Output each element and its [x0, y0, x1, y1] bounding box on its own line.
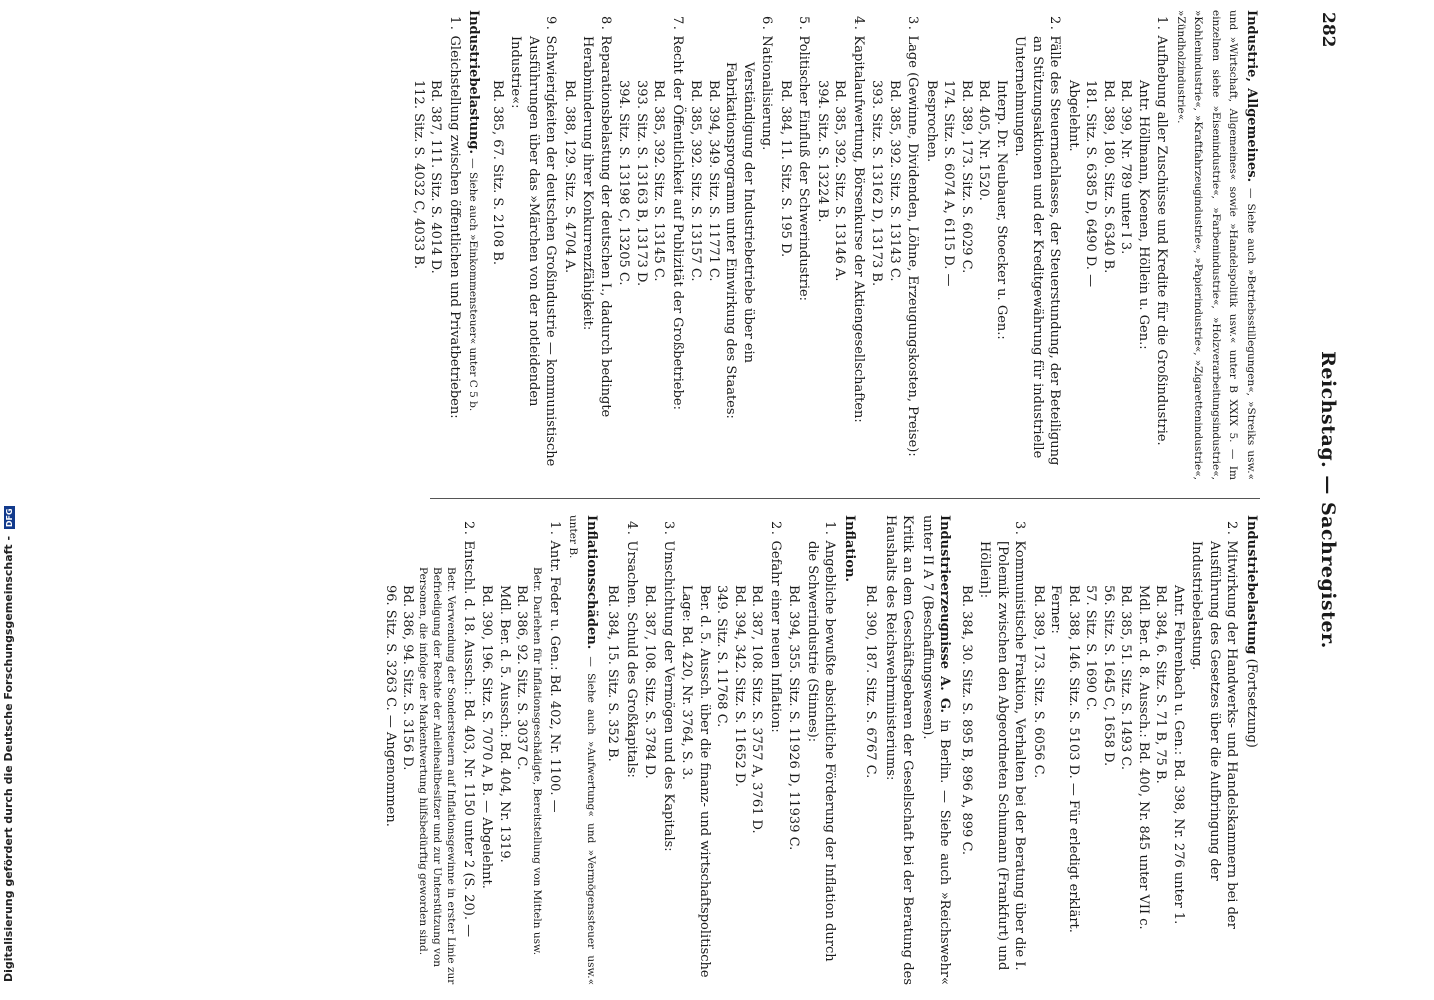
reference-line: Bd. 405, Nr. 1520.	[976, 80, 992, 201]
reference-line: Bd. 386, 94. Sitz. S. 3156 D.	[400, 585, 416, 771]
item-text: Fälle des Steuernachlasses, der Steuerstundung, der Beteiligung an Stützungsaktionen und der Kreditgewährung für industrielle Unternehmungen.	[1012, 35, 1063, 466]
reference-line: Bd. 384, 6. Sitz. S. 71 B, 75 B.	[1153, 585, 1169, 784]
list-item	[758, 10, 776, 480]
list-item	[804, 515, 839, 985]
reference-line: Bd. 384, 30. Sitz. S. 895 B, 896 A, 899 C.	[959, 585, 974, 856]
reference-line: 181. Sitz. S. 6385 D, 6490 D. —	[1083, 80, 1099, 288]
item-number: 3.	[1012, 521, 1028, 537]
entry-items	[958, 515, 1241, 985]
page-number: 282	[1318, 12, 1338, 48]
reference-line: Bd. 394, 349. Sitz. S. 11771 C.	[706, 80, 721, 282]
reference-line: Bd. 389, 173. Sitz. S. 6056 C.	[1031, 585, 1046, 779]
dfg-logo: DFG	[4, 508, 14, 528]
item-text: Umschichtung der Vermögen und des Kapitals:	[661, 540, 676, 852]
reference-line: Bd. 384, 11. Sitz. S. 195 D.	[778, 80, 793, 258]
reference-line: 57. Sitz. S. 1690 C.	[1083, 585, 1099, 711]
item-number: 1.	[547, 521, 562, 537]
reference-line: Bd. 387, 111. Sitz. S. 4014 D.	[428, 80, 444, 274]
item-text: Nationalisierung.	[759, 35, 775, 151]
reference-line: Bd. 388, 146. Sitz. S. 5103 D. — Für erledigt erklärt.	[1066, 585, 1081, 933]
item-text: Kapitalaufwertung, Börsenkurse der Aktiengesellschaften:	[851, 35, 866, 423]
list-item	[623, 515, 641, 985]
item-text: Antr. Feder u. Gen.: Bd. 402, Nr. 1100. —	[547, 540, 562, 813]
item-number: 6.	[759, 16, 775, 32]
item-note: Betr. Darlehen für Inflationsgeschädigte, Bereitstellung von Mitteln usw.	[531, 567, 544, 956]
item-text: Recht der Öffentlichkeit auf Publizität der Großbetriebe:	[670, 35, 685, 410]
reference-line: Bd. 390, 187. Sitz. S. 6767 C.	[863, 585, 879, 779]
reference-line: Interp. Dr. Neubauer, Stoecker u. Gen.:	[994, 80, 1009, 340]
item-number: 3.	[661, 521, 676, 537]
item-text: Gefahr einer neuen Inflation:	[768, 540, 783, 733]
item-text: Entschl. d. 18. Aussch.: Bd. 403, Nr. 1150 unter 2 (S. 20). —	[461, 540, 476, 938]
item-number: 3.	[905, 16, 921, 32]
reference-line: Bd. 399, Nr. 789 unter I 3.	[1118, 80, 1134, 255]
item-number: 2.	[768, 521, 783, 537]
column-divider	[430, 498, 1260, 499]
list-item	[446, 10, 464, 480]
item-extra-text: Verständigung der Industriebetriebe über ein Fabrikationsprogramm unter Einwirkung des Staates:	[723, 62, 756, 419]
entry-heading: Industriebelastung.	[466, 10, 482, 155]
digitization-footer	[2, 506, 15, 982]
entry-inflation	[841, 515, 859, 985]
reference-line: Ferner:	[1048, 585, 1064, 634]
item-number: 5.	[796, 16, 812, 32]
reference-line: Bd. 386, 92. Sitz. S. 3037 C.	[514, 585, 530, 770]
reference-line: Bd. 389, 173. Sitz. S. 6029 C.	[959, 80, 974, 274]
reference-line: Mdl. Ber. d. 5. Aussch.: Bd. 404, Nr. 1319.	[497, 585, 512, 863]
item-number: 4.	[624, 521, 639, 537]
item-text: Lage (Gewinne, Dividenden, Löhne, Erzeugungskosten, Preise):	[905, 35, 921, 457]
reference-line: Bd. 388, 129. Sitz. S. 4704 A.	[562, 80, 577, 274]
entry-references	[862, 515, 880, 985]
item-text: Schwierigkeiten der deutschen Großindustrie — kommunistische Ausführungen über das »Märchen von der notleidenden Industrie«:	[508, 35, 559, 467]
item-text: Kommunistische Fraktion, Verhalten bei der Beratung über die I. [Polemik zwischen den Abgeordneten Schumann (Frankfurt) und Höllein]:	[977, 540, 1028, 971]
reference-line: Bd. 385, 392. Sitz. S. 13157 C.	[688, 80, 704, 282]
entry-intro: — Siehe auch »Betriebsstillegungen«, »Streiks usw.« und »Wirtschaft, Allgemeines« sowie »Handelspolitik usw.« unter B XXIX 5. — Im einzelnen siehe »Eisenindustrie«, »Farbenindustrie«, »Holzverarbeitungsindustrie«, »Kohlenindustrie«, »Kraftfahrzeugindustrie«, »Papierindustrie«, »Zigarettenindustrie«, »Zündholzindustrie«.	[1175, 10, 1257, 480]
item-number: 9.	[543, 16, 559, 32]
entry-items	[382, 515, 564, 985]
left-column	[410, 10, 1261, 480]
list-item	[660, 515, 678, 985]
entry-items	[489, 10, 1171, 480]
entry-heading: Industrieerzeugnisse A. G.	[937, 515, 953, 714]
item-text: Mitwirkung der Handwerks- und Handelskammern bei der Ausführung des Gesetzes über die Aufbringung der Industriebelastung.	[1189, 540, 1240, 929]
list-item	[1153, 10, 1171, 480]
reference-line: 174. Sitz. S. 6074 A, 6115 D. —	[941, 80, 957, 287]
item-text: Ursachen. Schuld des Großkapitals:	[624, 540, 639, 778]
reference-line: 349. Sitz. S. 11768 C.	[714, 585, 730, 728]
reference-line: Bd. 389, 180. Sitz. S. 6340 B.	[1101, 80, 1116, 274]
list-item	[795, 10, 813, 480]
footer-text: Digitalisierung gefördert durch die Deutsche Forschungsgemeinschaft -	[2, 535, 15, 982]
reference-line: Bd. 387, 108. Sitz. S. 3757 A, 3761 D.	[749, 585, 765, 834]
entry-industriebelastung	[465, 10, 483, 480]
list-item	[507, 10, 560, 480]
reference-line: Abgelehnt.	[1066, 80, 1081, 152]
entry-items	[604, 515, 839, 985]
entry-items	[410, 10, 464, 480]
item-number: 1.	[822, 521, 838, 537]
item-number: 2.	[1224, 521, 1240, 537]
running-title: Reichstag. — Sachregister.	[1317, 351, 1339, 649]
right-column	[382, 515, 1261, 985]
item-number: 1.	[1154, 16, 1170, 32]
entry-inflationsschaeden	[565, 515, 600, 985]
reference-line: Bd. 385, 51. Sitz. S. 1493 C.	[1118, 585, 1134, 770]
reference-line: Bd. 385, 392. Sitz. S. 13146 A.	[832, 80, 848, 282]
item-text: Reparationsbelastung der deutschen I., dadurch bedingte Herabminderung ihrer Konkurrenzfähigkeit:	[580, 35, 613, 418]
list-item	[1188, 515, 1241, 985]
entry-heading: Inflation.	[842, 515, 857, 582]
list-item	[850, 10, 868, 480]
item-number: 1.	[447, 16, 462, 32]
entry-heading: Inflationsschäden.	[584, 515, 599, 650]
item-note: Betr. Verwendung der Sondersteuern auf Inflationsgewinne in erster Linie zur Befriedigung der Rechte der Anleihealtbesitzer und zur Unterstützung von Personen, die infolge der Markentwertung hilfsbedürftig geworden sind.	[417, 567, 458, 985]
reference-line: Bd. 385, 392. Sitz. S. 13143 C.	[887, 80, 902, 282]
reference-line: 394. Sitz. S. 13198 C, 13205 C.	[616, 80, 632, 286]
rotated-page	[110, 10, 1340, 990]
item-number: 4.	[851, 16, 866, 32]
reference-line: Antr. Höllmann, Koenen, Höllein u. Gen.:	[1136, 80, 1151, 350]
reference-line: 394. Sitz. S. 13224 B.	[815, 80, 830, 223]
entry-industrie-allgemeines	[1173, 10, 1261, 480]
item-number: 2.	[461, 521, 476, 537]
list-item	[579, 10, 614, 480]
reference-line: Bd. 387, 108. Sitz. S. 3784 D.	[642, 585, 658, 779]
item-text: Angebliche bewußte absichtliche Förderung der Inflation durch die Schwerindustrie (Stinnes):	[805, 540, 838, 962]
reference-line: 96. Sitz. S. 3263 C. — Angenommen.	[383, 585, 398, 827]
reference-line: 56. Sitz. S. 1645 C, 1658 D.	[1101, 585, 1116, 767]
item-text: Gleichstellung zwischen öffentlichen und Privatbetrieben:	[447, 35, 462, 419]
entry-heading-suffix: (Fortsetzung)	[1244, 658, 1259, 748]
reference-line: Besprochen.	[924, 80, 939, 163]
page-header	[1306, 10, 1340, 990]
item-text: Aufhebung aller Zuschüsse und Kredite für die Großindustrie.	[1154, 35, 1170, 446]
reference-line: Ber. d. 5. Aussch. über die finanz- und wirtschaftspolitische Lage: Bd. 420, Nr. 3764, S. 3.	[679, 585, 712, 978]
reference-line: Mdl. Ber. d. 8. Aussch.: Bd. 400, Nr. 845 unter VII c.	[1136, 585, 1151, 930]
entry-text: Kritik an dem Geschäftsgebaren der Gesellschaft bei der Beratung des Haushalts des Reichswehrministeriums:	[883, 515, 916, 985]
reference-line: 393. Sitz. S. 13163 B, 13173 D.	[634, 80, 649, 287]
list-item	[976, 515, 1029, 985]
entry-industriebelastung-cont	[1243, 515, 1261, 985]
list-item	[1011, 10, 1064, 480]
list-item	[546, 515, 564, 985]
list-item	[904, 10, 922, 480]
list-item	[460, 515, 478, 985]
item-number: 7.	[670, 16, 685, 32]
item-text: Politischer Einfluß der Schwerindustrie:	[796, 35, 812, 302]
entry-industrieerzeugnisse	[919, 515, 954, 985]
reference-line: Bd. 394, 342. Sitz. S. 11652 D.	[732, 585, 747, 787]
reference-line: Bd. 384, 15. Sitz. S. 352 B.	[605, 585, 621, 762]
reference-line: 112. Sitz. S. 4032 C, 4033 B.	[411, 80, 426, 270]
reference-line: Bd. 394, 355. Sitz. S. 11926 D, 11939 C.	[786, 585, 802, 851]
item-number: 2.	[1047, 16, 1063, 32]
entry-intro: in Berlin. — Siehe auch »Reichswehr« unter II A 7 (Beschaffungswesen).	[920, 515, 953, 986]
list-item	[767, 515, 785, 985]
reference-line: Bd. 385, 67. Sitz. S. 2108 B.	[490, 80, 505, 266]
reference-line: Bd. 390, 196. Sitz. S. 7070 A, B. — Abgelehnt.	[479, 585, 495, 889]
item-number: 8.	[598, 16, 613, 32]
entry-intro: — Siehe auch »Einkommensteuer« unter C 5 b.	[467, 158, 480, 412]
reference-line: Antr. Fehrenbach u. Gen.: Bd. 398, Nr. 276 unter 1.	[1171, 585, 1186, 925]
entry-heading: Industrie, Allgemeines.	[1244, 10, 1259, 183]
entry-heading: Industriebelastung	[1244, 515, 1259, 655]
entry-intro: — Siehe auch »Aufwertung« und »Vermögenssteuer usw.« unter B.	[567, 515, 597, 985]
reference-line: Bd. 385, 392. Sitz. S. 13145 C.	[651, 80, 667, 282]
list-item	[669, 10, 687, 480]
reference-line: 393. Sitz. S. 13162 D, 13173 B.	[869, 80, 885, 287]
